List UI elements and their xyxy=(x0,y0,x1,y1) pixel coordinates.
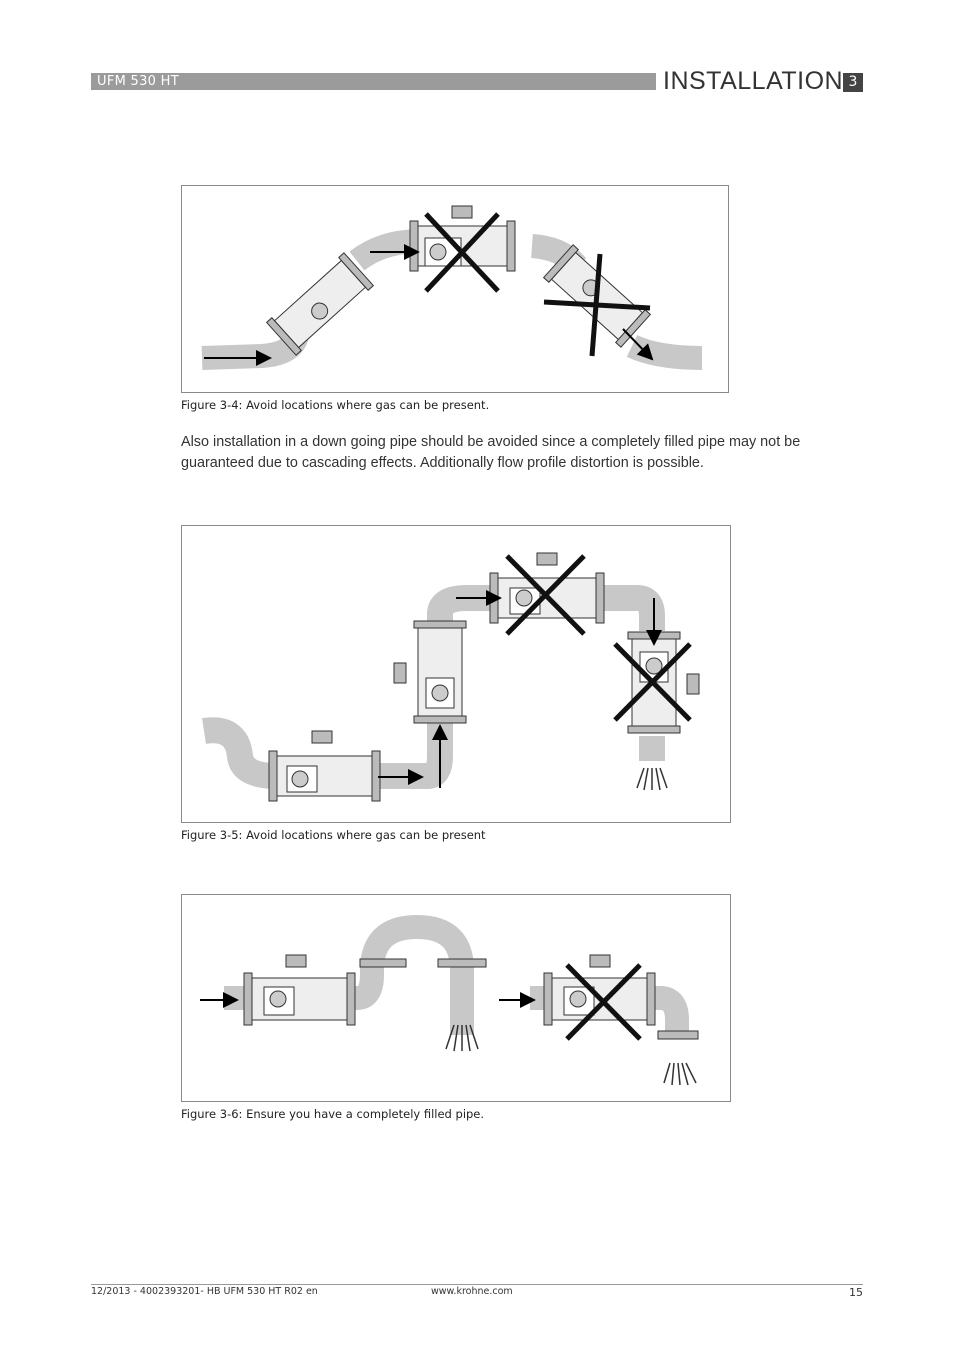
water-outflow xyxy=(664,1063,696,1085)
header-doc-title: UFM 530 HT xyxy=(97,74,180,89)
footer-website[interactable]: www.krohne.com xyxy=(431,1286,513,1297)
meter-left xyxy=(267,253,374,355)
footer-doc-ref: 12/2013 - 4002393201- HB UFM 530 HT R02 en xyxy=(91,1286,318,1297)
footer-rule xyxy=(91,1284,863,1285)
header-section-number: 3 xyxy=(843,73,863,92)
footer-page-number: 15 xyxy=(849,1286,863,1299)
figure-3-6-drawing xyxy=(182,895,730,1101)
figure-3-4 xyxy=(181,185,729,393)
figure-3-5-caption: Figure 3-5: Avoid locations where gas can be present xyxy=(181,828,486,842)
figure-3-5 xyxy=(181,525,731,823)
meter-vertical xyxy=(394,621,466,723)
figure-3-5-drawing xyxy=(182,526,730,822)
water-outflow xyxy=(637,768,667,790)
meter-bottom xyxy=(269,731,380,801)
header-section-title: INSTALLATION xyxy=(663,67,844,95)
figure-3-6 xyxy=(181,894,731,1102)
body-paragraph: Also installation in a down going pipe should be avoided since a completely filled pipe may not be guaranteed due to cascading effects. Additionally flow profile distortion is possible. xyxy=(181,434,801,471)
figure-3-4-caption: Figure 3-4: Avoid locations where gas can be present. xyxy=(181,398,490,412)
meter-top xyxy=(490,553,604,623)
figure-3-6-caption: Figure 3-6: Ensure you have a completely filled pipe. xyxy=(181,1107,485,1121)
figure-3-4-drawing xyxy=(182,186,728,392)
meter-good xyxy=(244,955,355,1025)
